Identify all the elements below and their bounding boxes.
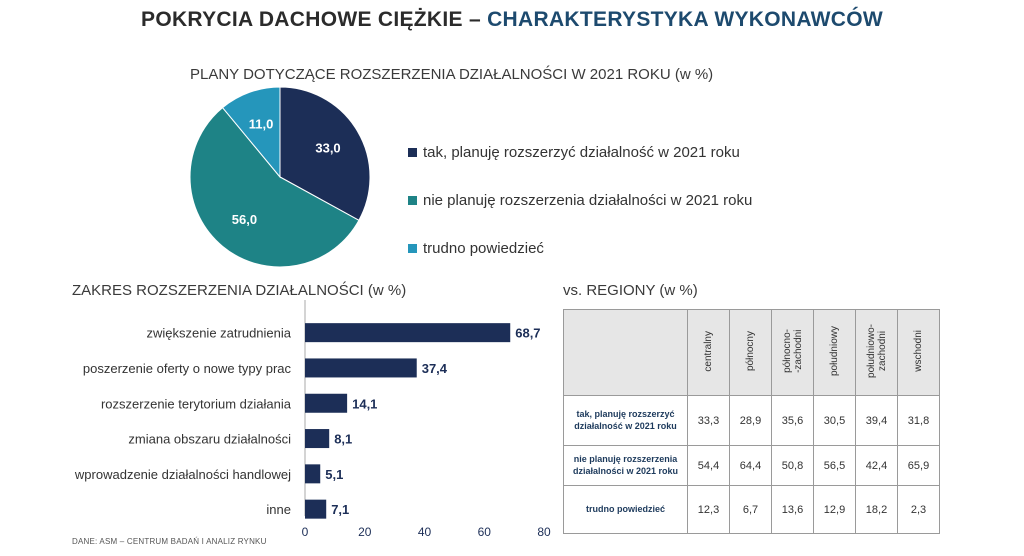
table-cell: 56,5: [814, 446, 856, 486]
region-table-header: [564, 310, 940, 396]
bar-value-label: 68,7: [515, 325, 541, 341]
x-tick-label: 20: [358, 525, 372, 539]
legend-item-yes: [408, 128, 752, 176]
pie-slice-yes-label: 33,0: [315, 140, 341, 156]
bar-chart-title: ZAKRES ROZSZERZENIA DZIAŁALNOŚCI (w %): [72, 282, 407, 299]
legend-label-yes: tak, planuję rozszerzyć działalność w 2021 roku: [423, 143, 740, 161]
legend-item-no: [408, 176, 752, 224]
pie-chart-title: PLANY DOTYCZĄCE ROZSZERZENIA DZIAŁALNOŚCI W 2021 ROKU (w %): [190, 66, 714, 83]
table-cell: 42,4: [856, 446, 898, 486]
table-cell: 39,4: [856, 396, 898, 446]
table-cell: 35,6: [772, 396, 814, 446]
source-note: DANE: ASM – CENTRUM BADAŃ I ANALIZ RYNKU: [72, 537, 267, 546]
bar-value-label: 14,1: [352, 396, 378, 412]
x-tick-label: 60: [477, 525, 491, 539]
bar-category-label: inne: [266, 502, 291, 518]
table-cell: 30,5: [814, 396, 856, 446]
col-header-label: centralny: [703, 330, 714, 372]
table-cell: 31,8: [898, 396, 940, 446]
col-header: [688, 310, 730, 396]
col-header: [814, 310, 856, 396]
table-row: [564, 396, 940, 446]
bar: [305, 500, 326, 519]
table-cell: 12,9: [814, 486, 856, 534]
region-table-title: vs. REGIONY (w %): [563, 282, 698, 299]
bar-category-label: poszerzenie oferty o nowe typy prac: [82, 360, 291, 376]
col-header-label: południowo- zachodni: [865, 324, 888, 378]
table-cell: 13,6: [772, 486, 814, 534]
legend-label-no: nie planuję rozszerzenia działalności w 2021 roku: [423, 191, 753, 209]
table-cell: 50,8: [772, 446, 814, 486]
pie-legend: [408, 128, 752, 272]
col-header-label: północno- -zachodni: [781, 329, 804, 373]
bar-category-label: rozszerzenie terytorium działania: [100, 396, 291, 412]
table-row: [564, 446, 940, 486]
bar: [305, 429, 329, 448]
legend-swatch-yes: [408, 148, 417, 157]
table-cell: 6,7: [730, 486, 772, 534]
bar: [305, 358, 417, 377]
row-label: trudno powiedzieć: [564, 486, 688, 534]
bar-category-label: zwiększenie zatrudnienia: [146, 325, 291, 341]
pie-slice-hard-to-say-label: 11,0: [248, 116, 274, 132]
bar: [305, 394, 347, 413]
bar-category-label: wprowadzenie działalności handlowej: [74, 466, 291, 482]
region-table: [563, 309, 940, 534]
bar-value-label: 7,1: [331, 502, 350, 518]
x-tick-label: 0: [301, 525, 309, 539]
pie-slice-no-label: 56,0: [231, 211, 258, 227]
bar-category-label: zmiana obszaru działalności: [128, 431, 291, 447]
col-header-label: północny: [745, 330, 756, 372]
row-label: tak, planuję rozszerzyć działalność w 2021 roku: [564, 396, 688, 446]
bar-chart: [60, 300, 555, 540]
table-cell: 18,2: [856, 486, 898, 534]
page-headline: [0, 8, 1024, 32]
col-header: [856, 310, 898, 396]
table-cell: 28,9: [730, 396, 772, 446]
col-header: [730, 310, 772, 396]
table-cell: 33,3: [688, 396, 730, 446]
headline-part-2: CHARAKTERYSTYKA WYKONAWCÓW: [487, 8, 883, 31]
legend-item-hard-to-say: [408, 224, 752, 272]
col-header: [772, 310, 814, 396]
table-cell: 64,4: [730, 446, 772, 486]
col-header-label: południowy: [829, 325, 840, 377]
pie-chart: [188, 85, 372, 269]
x-tick-label: 80: [537, 525, 551, 539]
table-cell: 54,4: [688, 446, 730, 486]
legend-swatch-no: [408, 196, 417, 205]
headline-part-1: POKRYCIA DACHOWE CIĘŻKIE –: [141, 8, 488, 31]
bar-value-label: 8,1: [334, 431, 353, 447]
table-cell: 2,3: [898, 486, 940, 534]
bar: [305, 323, 510, 342]
bar: [305, 464, 320, 483]
bar-value-label: 37,4: [421, 360, 448, 376]
legend-label-hard-to-say: trudno powiedzieć: [423, 239, 544, 257]
bar-value-label: 5,1: [325, 466, 344, 482]
legend-swatch-hard-to-say: [408, 244, 417, 253]
row-label: nie planuję rozszerzenia działalności w 2021 roku: [564, 446, 688, 486]
x-tick-label: 40: [417, 525, 432, 539]
table-row: [564, 486, 940, 534]
table-cell: 12,3: [688, 486, 730, 534]
col-header-label: wschodni: [913, 330, 924, 372]
table-corner: [564, 310, 688, 396]
col-header: [898, 310, 940, 396]
table-cell: 65,9: [898, 446, 940, 486]
